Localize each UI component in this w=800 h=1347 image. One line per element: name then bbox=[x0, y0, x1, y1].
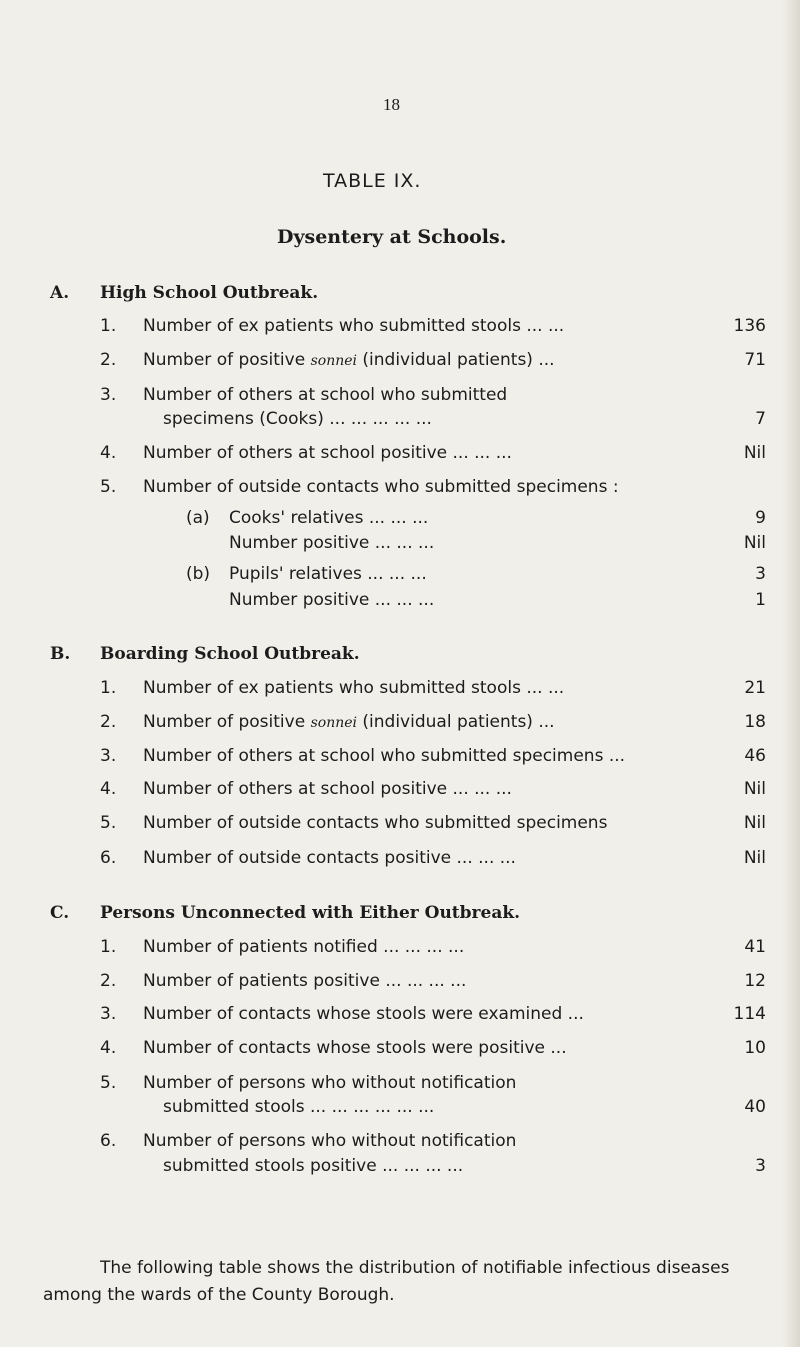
item-text: Number of persons who without notification bbox=[143, 1131, 517, 1151]
sub-item-value: 1 bbox=[755, 590, 766, 610]
item-number: 4. bbox=[100, 443, 117, 463]
page-edge-shadow bbox=[782, 0, 800, 1347]
item-value: 18 bbox=[744, 712, 766, 732]
section-title: Boarding School Outbreak. bbox=[100, 644, 360, 664]
item-text-continued: specimens (Cooks) ... ... ... ... ... bbox=[163, 409, 432, 429]
sub-item-text: Cooks' relatives ... ... ... bbox=[229, 508, 429, 528]
section-letter: B. bbox=[50, 644, 71, 664]
species-name: sonnei bbox=[310, 353, 357, 369]
item-text-continued: submitted stools ... ... ... ... ... ... bbox=[163, 1097, 435, 1117]
item-value: 136 bbox=[733, 316, 766, 336]
item-number: 1. bbox=[100, 678, 117, 698]
item-text: Number of ex patients who submitted stools ... ... bbox=[143, 316, 565, 336]
item-value: 21 bbox=[744, 678, 766, 698]
item-value: 71 bbox=[744, 350, 766, 370]
item-number: 1. bbox=[100, 316, 117, 336]
sub-item-text: Number positive ... ... ... bbox=[229, 533, 435, 553]
item-value: 114 bbox=[733, 1004, 766, 1024]
item-number: 3. bbox=[100, 1004, 117, 1024]
item-text: Number of ex patients who submitted stools ... ... bbox=[143, 678, 565, 698]
item-text: Number of outside contacts who submitted specimens bbox=[143, 813, 608, 833]
item-text: Number of positive sonnei (individual patients) ... bbox=[143, 350, 555, 370]
section-letter: C. bbox=[50, 903, 70, 923]
item-text: Number of outside contacts who submitted specimens : bbox=[143, 477, 619, 497]
item-text: Number of others at school who submitted specimens ... bbox=[143, 746, 626, 766]
footer-paragraph: The following table shows the distribution of notifiable infectious diseases among the wards of the County Borough. bbox=[43, 1258, 730, 1305]
table-subtitle: Dysentery at Schools. bbox=[277, 226, 507, 248]
item-value: 7 bbox=[755, 409, 766, 429]
section-title: High School Outbreak. bbox=[100, 283, 319, 303]
table-title: TABLE IX. bbox=[323, 170, 422, 192]
page-number: 18 bbox=[383, 95, 400, 114]
item-text-continued: submitted stools positive ... ... ... ... bbox=[163, 1156, 464, 1176]
item-number: 1. bbox=[100, 937, 117, 957]
sub-item-value: Nil bbox=[743, 533, 766, 553]
item-text: Number of patients positive ... ... ... ... bbox=[143, 971, 467, 991]
item-value: 10 bbox=[744, 1038, 766, 1058]
sub-item-label: (a) bbox=[186, 508, 210, 528]
item-text: Number of persons who without notification bbox=[143, 1073, 517, 1093]
item-number: 4. bbox=[100, 779, 117, 799]
item-number: 5. bbox=[100, 813, 117, 833]
item-value: 3 bbox=[755, 1156, 766, 1176]
item-value: 46 bbox=[744, 746, 766, 766]
item-value: 40 bbox=[744, 1097, 766, 1117]
item-text: Number of others at school who submitted bbox=[143, 385, 508, 405]
item-value: Nil bbox=[743, 848, 766, 868]
item-number: 2. bbox=[100, 971, 117, 991]
item-number: 6. bbox=[100, 1131, 117, 1151]
item-text: Number of others at school positive ... ... ... bbox=[143, 779, 512, 799]
item-value: 12 bbox=[744, 971, 766, 991]
item-text: Number of positive sonnei (individual patients) ... bbox=[143, 712, 555, 732]
item-text: Number of outside contacts positive ... ... ... bbox=[143, 848, 516, 868]
item-text: Number of contacts whose stools were positive ... bbox=[143, 1038, 567, 1058]
sub-item-text: Number positive ... ... ... bbox=[229, 590, 435, 610]
section-title: Persons Unconnected with Either Outbreak. bbox=[100, 903, 521, 923]
sub-item-label: (b) bbox=[186, 564, 211, 584]
item-number: 2. bbox=[100, 712, 117, 732]
item-text: Number of others at school positive ... ... ... bbox=[143, 443, 512, 463]
item-number: 4. bbox=[100, 1038, 117, 1058]
item-value: Nil bbox=[743, 443, 766, 463]
sub-item-value: 9 bbox=[755, 508, 766, 528]
section-letter: A. bbox=[50, 283, 70, 303]
item-value: Nil bbox=[743, 813, 766, 833]
sub-item-text: Pupils' relatives ... ... ... bbox=[229, 564, 427, 584]
item-number: 6. bbox=[100, 848, 117, 868]
item-number: 5. bbox=[100, 1073, 117, 1093]
item-number: 5. bbox=[100, 477, 117, 497]
item-text: Number of contacts whose stools were examined ... bbox=[143, 1004, 584, 1024]
item-text: Number of patients notified ... ... ... ... bbox=[143, 937, 465, 957]
item-number: 3. bbox=[100, 385, 117, 405]
sub-item-value: 3 bbox=[755, 564, 766, 584]
item-number: 2. bbox=[100, 350, 117, 370]
item-value: 41 bbox=[744, 937, 766, 957]
species-name: sonnei bbox=[310, 715, 357, 731]
item-number: 3. bbox=[100, 746, 117, 766]
item-value: Nil bbox=[743, 779, 766, 799]
